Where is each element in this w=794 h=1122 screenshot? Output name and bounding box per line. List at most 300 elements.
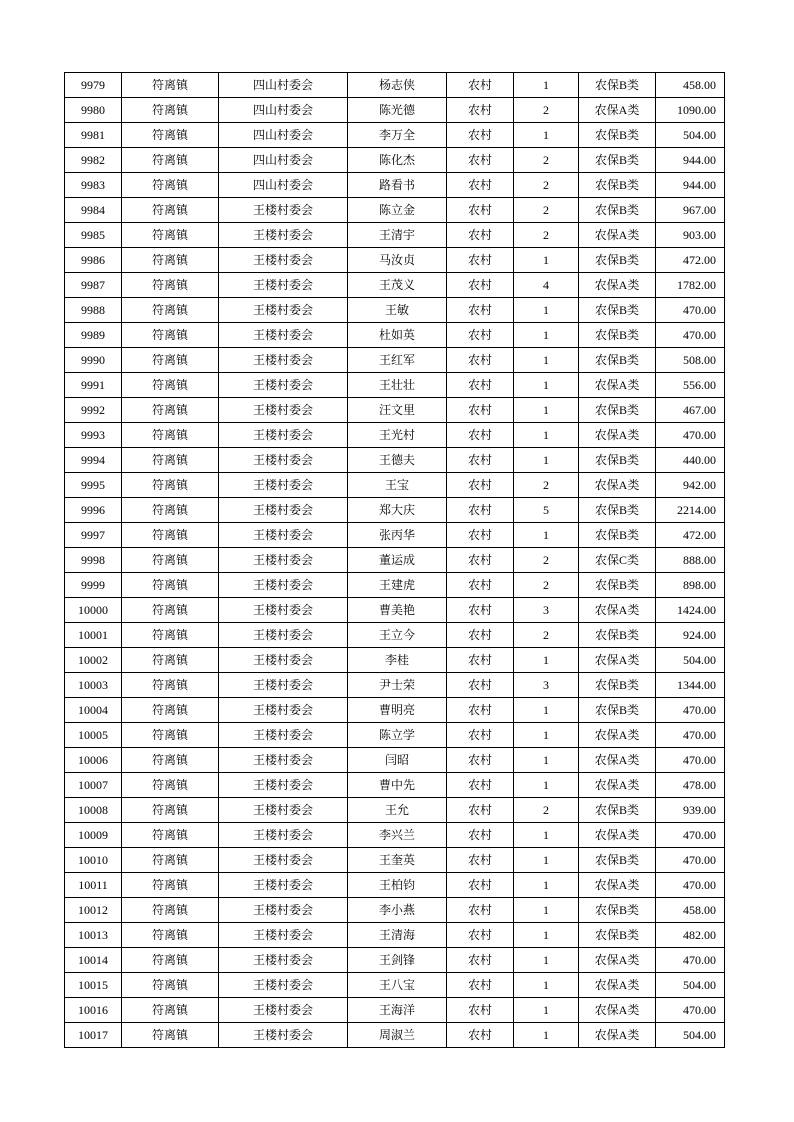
table-row (65, 98, 725, 123)
cell-category: 农保B类 (579, 123, 656, 148)
cell-amount: 478.00 (656, 773, 725, 798)
cell-person-count: 1 (514, 323, 579, 348)
cell-category: 农保A类 (579, 648, 656, 673)
cell-village: 四山村委会 (219, 173, 348, 198)
cell-person-count: 2 (514, 573, 579, 598)
cell-person-count: 4 (514, 273, 579, 298)
cell-record-id: 9981 (65, 123, 122, 148)
cell-record-id: 10006 (65, 748, 122, 773)
cell-person-count: 1 (514, 848, 579, 873)
table-row (65, 548, 725, 573)
cell-person-name: 王柏钧 (348, 873, 447, 898)
cell-town: 符离镇 (122, 298, 219, 323)
table-row (65, 573, 725, 598)
cell-category: 农保B类 (579, 923, 656, 948)
cell-residence: 农村 (447, 298, 514, 323)
cell-person-count: 2 (514, 198, 579, 223)
cell-town: 符离镇 (122, 648, 219, 673)
cell-person-count: 1 (514, 948, 579, 973)
cell-village: 王楼村委会 (219, 698, 348, 723)
cell-amount: 470.00 (656, 298, 725, 323)
cell-residence: 农村 (447, 123, 514, 148)
cell-town: 符离镇 (122, 223, 219, 248)
cell-amount: 924.00 (656, 623, 725, 648)
cell-person-name: 尹士荣 (348, 673, 447, 698)
cell-person-name: 王光村 (348, 423, 447, 448)
cell-amount: 440.00 (656, 448, 725, 473)
cell-amount: 472.00 (656, 523, 725, 548)
cell-person-name: 王清海 (348, 923, 447, 948)
cell-amount: 458.00 (656, 73, 725, 98)
cell-town: 符离镇 (122, 248, 219, 273)
cell-record-id: 9993 (65, 423, 122, 448)
cell-record-id: 9992 (65, 398, 122, 423)
cell-village: 王楼村委会 (219, 548, 348, 573)
cell-person-name: 闫昭 (348, 748, 447, 773)
cell-village: 王楼村委会 (219, 273, 348, 298)
cell-amount: 470.00 (656, 423, 725, 448)
cell-amount: 458.00 (656, 898, 725, 923)
cell-town: 符离镇 (122, 923, 219, 948)
cell-village: 王楼村委会 (219, 573, 348, 598)
cell-village: 王楼村委会 (219, 673, 348, 698)
table-row (65, 298, 725, 323)
table-row (65, 673, 725, 698)
cell-category: 农保A类 (579, 823, 656, 848)
cell-village: 王楼村委会 (219, 848, 348, 873)
cell-residence: 农村 (447, 848, 514, 873)
cell-residence: 农村 (447, 498, 514, 523)
cell-person-count: 1 (514, 723, 579, 748)
table-row (65, 598, 725, 623)
table-row (65, 473, 725, 498)
cell-residence: 农村 (447, 773, 514, 798)
cell-town: 符离镇 (122, 73, 219, 98)
cell-town: 符离镇 (122, 398, 219, 423)
cell-village: 王楼村委会 (219, 398, 348, 423)
table-row (65, 798, 725, 823)
table-row (65, 648, 725, 673)
cell-village: 王楼村委会 (219, 323, 348, 348)
cell-category: 农保A类 (579, 423, 656, 448)
cell-town: 符离镇 (122, 623, 219, 648)
cell-amount: 504.00 (656, 123, 725, 148)
cell-town: 符离镇 (122, 873, 219, 898)
cell-amount: 470.00 (656, 873, 725, 898)
cell-village: 王楼村委会 (219, 473, 348, 498)
cell-town: 符离镇 (122, 548, 219, 573)
cell-village: 王楼村委会 (219, 873, 348, 898)
cell-record-id: 9982 (65, 148, 122, 173)
cell-residence: 农村 (447, 973, 514, 998)
cell-residence: 农村 (447, 923, 514, 948)
cell-person-count: 1 (514, 398, 579, 423)
cell-category: 农保B类 (579, 198, 656, 223)
cell-town: 符离镇 (122, 998, 219, 1023)
cell-person-name: 李万全 (348, 123, 447, 148)
cell-record-id: 10005 (65, 723, 122, 748)
cell-village: 王楼村委会 (219, 748, 348, 773)
cell-amount: 903.00 (656, 223, 725, 248)
cell-person-count: 1 (514, 1023, 579, 1048)
table-row (65, 898, 725, 923)
cell-residence: 农村 (447, 748, 514, 773)
table-row (65, 948, 725, 973)
cell-town: 符离镇 (122, 123, 219, 148)
cell-amount: 504.00 (656, 1023, 725, 1048)
cell-record-id: 10016 (65, 998, 122, 1023)
cell-category: 农保A类 (579, 723, 656, 748)
cell-amount: 1344.00 (656, 673, 725, 698)
cell-record-id: 9997 (65, 523, 122, 548)
cell-category: 农保B类 (579, 573, 656, 598)
cell-record-id: 10013 (65, 923, 122, 948)
cell-amount: 470.00 (656, 323, 725, 348)
table-row (65, 773, 725, 798)
cell-village: 四山村委会 (219, 98, 348, 123)
cell-village: 王楼村委会 (219, 298, 348, 323)
cell-person-name: 郑大庆 (348, 498, 447, 523)
cell-record-id: 9996 (65, 498, 122, 523)
cell-village: 王楼村委会 (219, 773, 348, 798)
cell-residence: 农村 (447, 698, 514, 723)
cell-person-count: 1 (514, 898, 579, 923)
cell-residence: 农村 (447, 198, 514, 223)
table-row (65, 748, 725, 773)
cell-record-id: 10007 (65, 773, 122, 798)
cell-record-id: 9999 (65, 573, 122, 598)
cell-amount: 2214.00 (656, 498, 725, 523)
cell-record-id: 10012 (65, 898, 122, 923)
cell-person-name: 陈化杰 (348, 148, 447, 173)
cell-town: 符离镇 (122, 798, 219, 823)
cell-category: 农保A类 (579, 223, 656, 248)
cell-category: 农保B类 (579, 498, 656, 523)
cell-person-count: 1 (514, 748, 579, 773)
table-row (65, 523, 725, 548)
table-row (65, 148, 725, 173)
cell-village: 王楼村委会 (219, 998, 348, 1023)
table-row (65, 73, 725, 98)
cell-residence: 农村 (447, 148, 514, 173)
cell-person-name: 李兴兰 (348, 823, 447, 848)
cell-category: 农保B类 (579, 623, 656, 648)
cell-category: 农保A类 (579, 998, 656, 1023)
cell-person-name: 汪文里 (348, 398, 447, 423)
cell-town: 符离镇 (122, 273, 219, 298)
table-row (65, 698, 725, 723)
cell-record-id: 10015 (65, 973, 122, 998)
cell-category: 农保A类 (579, 1023, 656, 1048)
cell-amount: 470.00 (656, 723, 725, 748)
cell-record-id: 10010 (65, 848, 122, 873)
cell-record-id: 9986 (65, 248, 122, 273)
cell-category: 农保B类 (579, 298, 656, 323)
cell-village: 王楼村委会 (219, 823, 348, 848)
cell-person-name: 王八宝 (348, 973, 447, 998)
cell-person-count: 1 (514, 298, 579, 323)
cell-amount: 504.00 (656, 973, 725, 998)
cell-person-count: 1 (514, 973, 579, 998)
cell-residence: 农村 (447, 273, 514, 298)
cell-person-name: 王建虎 (348, 573, 447, 598)
cell-town: 符离镇 (122, 1023, 219, 1048)
cell-person-name: 杜如英 (348, 323, 447, 348)
cell-residence: 农村 (447, 423, 514, 448)
cell-town: 符离镇 (122, 198, 219, 223)
cell-person-name: 王清宇 (348, 223, 447, 248)
cell-category: 农保B类 (579, 148, 656, 173)
cell-residence: 农村 (447, 323, 514, 348)
cell-person-name: 王德夫 (348, 448, 447, 473)
cell-residence: 农村 (447, 823, 514, 848)
cell-village: 王楼村委会 (219, 373, 348, 398)
cell-person-count: 3 (514, 673, 579, 698)
cell-amount: 470.00 (656, 848, 725, 873)
cell-record-id: 9984 (65, 198, 122, 223)
cell-person-name: 王剑锋 (348, 948, 447, 973)
cell-person-count: 2 (514, 548, 579, 573)
cell-village: 王楼村委会 (219, 723, 348, 748)
cell-town: 符离镇 (122, 573, 219, 598)
cell-town: 符离镇 (122, 973, 219, 998)
cell-residence: 农村 (447, 473, 514, 498)
cell-person-name: 王允 (348, 798, 447, 823)
cell-amount: 472.00 (656, 248, 725, 273)
cell-person-name: 陈立学 (348, 723, 447, 748)
cell-record-id: 9991 (65, 373, 122, 398)
cell-residence: 农村 (447, 998, 514, 1023)
cell-person-name: 王立今 (348, 623, 447, 648)
cell-amount: 942.00 (656, 473, 725, 498)
cell-village: 王楼村委会 (219, 223, 348, 248)
cell-amount: 939.00 (656, 798, 725, 823)
cell-residence: 农村 (447, 523, 514, 548)
insurance-record-table (64, 72, 725, 1048)
cell-record-id: 9983 (65, 173, 122, 198)
table-row (65, 248, 725, 273)
cell-record-id: 10011 (65, 873, 122, 898)
cell-residence: 农村 (447, 598, 514, 623)
cell-person-count: 1 (514, 998, 579, 1023)
cell-person-count: 1 (514, 773, 579, 798)
cell-person-count: 2 (514, 98, 579, 123)
cell-record-id: 10003 (65, 673, 122, 698)
cell-category: 农保B类 (579, 173, 656, 198)
cell-category: 农保B类 (579, 698, 656, 723)
cell-village: 王楼村委会 (219, 798, 348, 823)
cell-residence: 农村 (447, 398, 514, 423)
cell-town: 符离镇 (122, 323, 219, 348)
cell-town: 符离镇 (122, 723, 219, 748)
cell-amount: 467.00 (656, 398, 725, 423)
cell-person-name: 王宝 (348, 473, 447, 498)
cell-category: 农保B类 (579, 398, 656, 423)
cell-village: 王楼村委会 (219, 898, 348, 923)
table-row (65, 823, 725, 848)
cell-village: 四山村委会 (219, 123, 348, 148)
cell-category: 农保B类 (579, 323, 656, 348)
cell-amount: 944.00 (656, 148, 725, 173)
cell-village: 王楼村委会 (219, 1023, 348, 1048)
cell-person-name: 杨志侠 (348, 73, 447, 98)
table-row (65, 223, 725, 248)
cell-village: 王楼村委会 (219, 923, 348, 948)
cell-record-id: 10017 (65, 1023, 122, 1048)
cell-amount: 470.00 (656, 698, 725, 723)
cell-town: 符离镇 (122, 98, 219, 123)
cell-category: 农保B类 (579, 898, 656, 923)
cell-amount: 944.00 (656, 173, 725, 198)
cell-town: 符离镇 (122, 473, 219, 498)
cell-person-name: 曹明亮 (348, 698, 447, 723)
cell-residence: 农村 (447, 173, 514, 198)
cell-residence: 农村 (447, 798, 514, 823)
cell-town: 符离镇 (122, 673, 219, 698)
cell-person-name: 曹中先 (348, 773, 447, 798)
cell-category: 农保B类 (579, 848, 656, 873)
cell-residence: 农村 (447, 448, 514, 473)
cell-category: 农保B类 (579, 798, 656, 823)
cell-category: 农保A类 (579, 973, 656, 998)
table-row (65, 323, 725, 348)
cell-person-count: 1 (514, 373, 579, 398)
cell-amount: 1090.00 (656, 98, 725, 123)
cell-record-id: 9994 (65, 448, 122, 473)
cell-person-name: 李桂 (348, 648, 447, 673)
cell-category: 农保B类 (579, 523, 656, 548)
cell-residence: 农村 (447, 248, 514, 273)
cell-amount: 482.00 (656, 923, 725, 948)
cell-person-name: 曹美艳 (348, 598, 447, 623)
table-row (65, 973, 725, 998)
cell-person-count: 1 (514, 923, 579, 948)
cell-category: 农保A类 (579, 948, 656, 973)
cell-person-name: 周淑兰 (348, 1023, 447, 1048)
cell-person-count: 1 (514, 823, 579, 848)
cell-residence: 农村 (447, 873, 514, 898)
cell-residence: 农村 (447, 573, 514, 598)
cell-residence: 农村 (447, 98, 514, 123)
table-row (65, 123, 725, 148)
table-row (65, 1023, 725, 1048)
cell-person-count: 2 (514, 223, 579, 248)
table-row (65, 198, 725, 223)
cell-category: 农保B类 (579, 348, 656, 373)
cell-amount: 470.00 (656, 748, 725, 773)
cell-record-id: 9990 (65, 348, 122, 373)
cell-person-count: 1 (514, 123, 579, 148)
cell-town: 符离镇 (122, 523, 219, 548)
cell-category: 农保A类 (579, 598, 656, 623)
table-row (65, 623, 725, 648)
cell-person-count: 1 (514, 698, 579, 723)
cell-record-id: 9988 (65, 298, 122, 323)
cell-town: 符离镇 (122, 348, 219, 373)
cell-category: 农保B类 (579, 673, 656, 698)
cell-person-count: 1 (514, 448, 579, 473)
cell-person-count: 2 (514, 148, 579, 173)
cell-record-id: 9979 (65, 73, 122, 98)
cell-town: 符离镇 (122, 373, 219, 398)
table-row (65, 373, 725, 398)
cell-person-name: 董运成 (348, 548, 447, 573)
cell-town: 符离镇 (122, 148, 219, 173)
cell-residence: 农村 (447, 898, 514, 923)
cell-person-name: 王敏 (348, 298, 447, 323)
cell-town: 符离镇 (122, 598, 219, 623)
cell-village: 王楼村委会 (219, 498, 348, 523)
cell-town: 符离镇 (122, 173, 219, 198)
cell-town: 符离镇 (122, 748, 219, 773)
cell-residence: 农村 (447, 373, 514, 398)
cell-town: 符离镇 (122, 423, 219, 448)
cell-person-name: 王海洋 (348, 998, 447, 1023)
cell-village: 王楼村委会 (219, 623, 348, 648)
cell-person-name: 陈立金 (348, 198, 447, 223)
cell-category: 农保C类 (579, 548, 656, 573)
cell-town: 符离镇 (122, 898, 219, 923)
cell-village: 王楼村委会 (219, 598, 348, 623)
cell-record-id: 10001 (65, 623, 122, 648)
cell-category: 农保B类 (579, 248, 656, 273)
cell-person-name: 李小燕 (348, 898, 447, 923)
cell-town: 符离镇 (122, 698, 219, 723)
cell-village: 王楼村委会 (219, 423, 348, 448)
cell-record-id: 9987 (65, 273, 122, 298)
cell-person-name: 王红军 (348, 348, 447, 373)
cell-category: 农保A类 (579, 273, 656, 298)
cell-amount: 888.00 (656, 548, 725, 573)
cell-residence: 农村 (447, 623, 514, 648)
cell-record-id: 10000 (65, 598, 122, 623)
table-row (65, 348, 725, 373)
cell-person-name: 王奎英 (348, 848, 447, 873)
table-body (65, 73, 725, 1048)
cell-town: 符离镇 (122, 773, 219, 798)
cell-record-id: 9989 (65, 323, 122, 348)
table-row (65, 923, 725, 948)
cell-category: 农保A类 (579, 98, 656, 123)
cell-record-id: 10002 (65, 648, 122, 673)
cell-village: 王楼村委会 (219, 648, 348, 673)
cell-residence: 农村 (447, 948, 514, 973)
table-row (65, 398, 725, 423)
cell-residence: 农村 (447, 548, 514, 573)
cell-category: 农保A类 (579, 773, 656, 798)
table-row (65, 723, 725, 748)
cell-person-name: 王壮壮 (348, 373, 447, 398)
cell-record-id: 10014 (65, 948, 122, 973)
cell-record-id: 9980 (65, 98, 122, 123)
cell-amount: 470.00 (656, 998, 725, 1023)
cell-category: 农保A类 (579, 873, 656, 898)
cell-village: 四山村委会 (219, 73, 348, 98)
cell-village: 王楼村委会 (219, 248, 348, 273)
table-row (65, 498, 725, 523)
cell-amount: 470.00 (656, 823, 725, 848)
cell-person-count: 1 (514, 248, 579, 273)
table-row (65, 848, 725, 873)
cell-record-id: 10009 (65, 823, 122, 848)
cell-record-id: 10008 (65, 798, 122, 823)
cell-town: 符离镇 (122, 848, 219, 873)
cell-person-count: 2 (514, 623, 579, 648)
cell-person-count: 2 (514, 173, 579, 198)
cell-amount: 504.00 (656, 648, 725, 673)
cell-record-id: 9995 (65, 473, 122, 498)
cell-amount: 556.00 (656, 373, 725, 398)
